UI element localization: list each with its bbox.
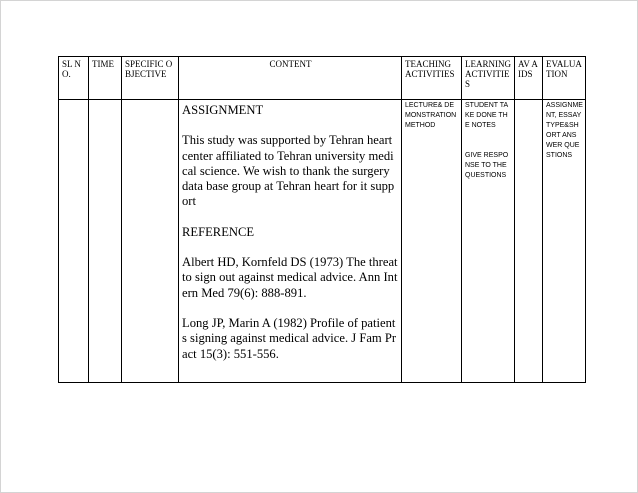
- assignment-heading: ASSIGNMENT: [182, 103, 264, 117]
- cell-time: [89, 100, 122, 383]
- learning-activity-1: STUDENT TAKE DONE THE NOTES: [465, 102, 509, 129]
- reference-heading: REFERENCE: [182, 224, 255, 239]
- table-row: [59, 100, 586, 383]
- table-header-row: [59, 57, 586, 100]
- header-evaluation: EVALUATION: [543, 57, 586, 100]
- learning-activity-2: GIVE RESPONSE TO THE QUESTIONS: [465, 152, 509, 179]
- cell-specific-objective: [122, 100, 179, 383]
- cell-sl-no: [59, 100, 89, 383]
- teaching-method: LECTURE& DEMONSTRATION METHOD: [405, 102, 457, 129]
- header-specific-objective: SPECIFIC OBJECTIVE: [122, 57, 179, 100]
- header-teaching-activities: TEACHING ACTIVITIES: [402, 57, 462, 100]
- cell-learning-activities: [462, 100, 515, 383]
- cell-content: [179, 100, 402, 383]
- cell-av-aids: [515, 100, 543, 383]
- cell-teaching-activities: [402, 100, 462, 383]
- header-av-aids: AV AIDS: [515, 57, 543, 100]
- header-time: TIME: [89, 57, 122, 100]
- reference-1: Albert HD, Kornfeld DS (1973) The threat to sign out against medical advice. Ann Intern Med 79(6): 888-891.: [182, 255, 398, 300]
- assignment-text: This study was supported by Tehran heart center affiliated to Tehran university medical science. We wish to thank the surgery data base group at Tehran heart for it support: [182, 133, 395, 209]
- reference-2: Long JP, Marin A (1982) Profile of patients signing against medical advice. J Fam Pract 15(3): 551-556.: [182, 315, 397, 361]
- cell-evaluation: [543, 100, 586, 383]
- header-content: CONTENT: [179, 57, 402, 100]
- header-sl-no: SL NO.: [59, 57, 89, 100]
- header-learning-activities: LEARNING ACTIVITIES: [462, 57, 515, 100]
- lesson-plan-table: [58, 56, 586, 383]
- evaluation-text: ASSIGNMENT, ESSAY TYPE&SHORT ANSWER QUESTIONS: [546, 102, 583, 159]
